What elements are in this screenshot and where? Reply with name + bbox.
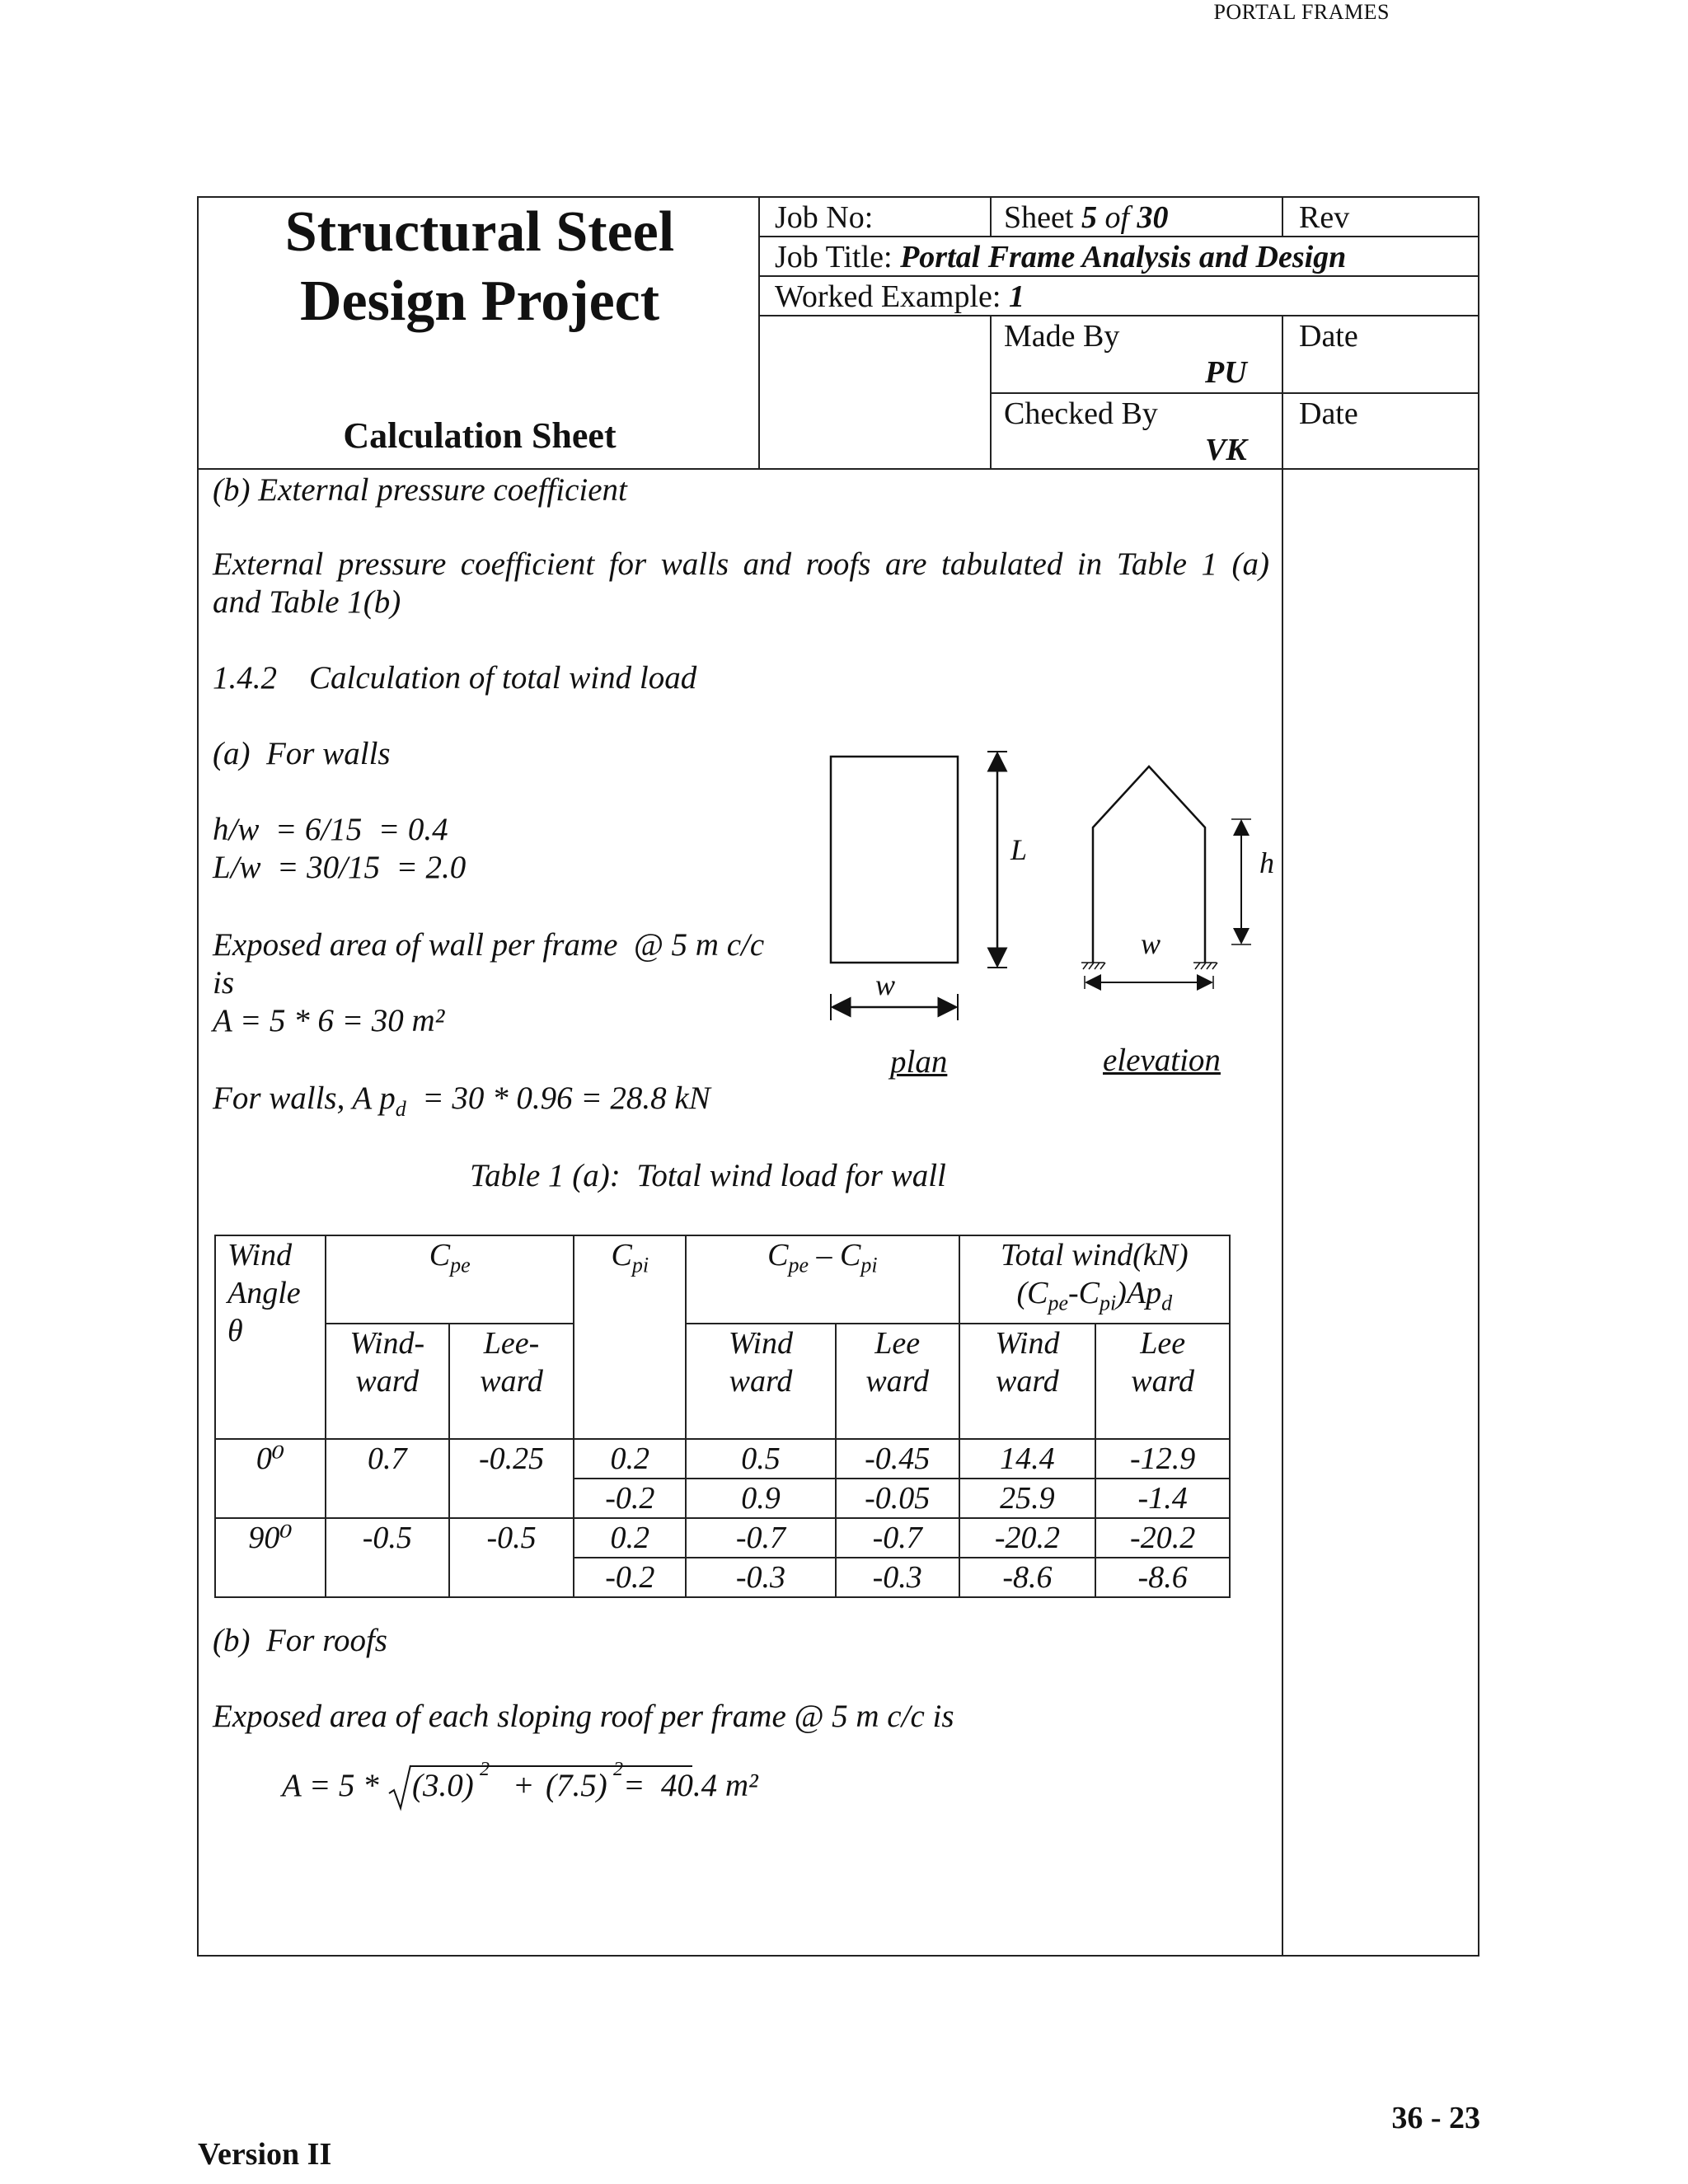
l-over-w: L/w = 30/15 = 2.0 xyxy=(213,850,467,885)
header-windward xyxy=(326,1324,449,1439)
title-divider-v3 xyxy=(1282,196,1283,236)
date-label-1: Date xyxy=(1299,319,1358,354)
worked-example-row xyxy=(775,279,1025,315)
plan-caption: plan xyxy=(890,1044,948,1080)
cpi-cell: 0.2 xyxy=(574,1518,686,1558)
table-row xyxy=(215,1518,1230,1558)
roof-area-equation xyxy=(282,1759,859,1813)
header-total-leeward-line1: Lee xyxy=(1140,1325,1186,1361)
header-total-leeward xyxy=(1095,1324,1230,1439)
total-windward-cell: 14.4 xyxy=(959,1439,1096,1479)
total-leeward-cell: -1.4 xyxy=(1095,1479,1230,1518)
job-title-row xyxy=(775,239,1346,275)
diff-windward-cell: -0.7 xyxy=(686,1518,836,1558)
title-row-line-3 xyxy=(758,315,1479,316)
date-label-2: Date xyxy=(1299,396,1358,431)
title-row-line-1 xyxy=(758,236,1479,237)
paragraph-1-line1: External pressure coefficient for walls and roofs are tabulated in Table 1 (a) xyxy=(213,546,1269,582)
frame-bottom xyxy=(197,1955,1479,1957)
cpe-leeward-cell: -0.25 xyxy=(449,1439,574,1518)
diff-leeward-cell: -0.3 xyxy=(836,1558,959,1597)
header-cpe-cpi: $C_{pe} - C_{pi}$ xyxy=(686,1235,959,1324)
exposed-area-line2: is xyxy=(213,965,235,1001)
header-total-wind-line1: Total wind(kN) xyxy=(1000,1238,1189,1272)
exposed-area-line1: Exposed area of wall per frame @ 5 m c/c xyxy=(213,927,765,963)
h-over-w: h/w = 6/15 = 0.4 xyxy=(213,812,448,847)
sheet-type: Calculation Sheet xyxy=(343,415,617,456)
area-equation: A = 5 * 6 = 30 m² xyxy=(213,1003,445,1038)
roof-eq-rhs: = 40.4 m² xyxy=(623,1768,758,1803)
cpe-windward-cell: 0.7 xyxy=(326,1439,449,1518)
cpi-cell: -0.2 xyxy=(574,1558,686,1597)
section-1-4-2-heading: 1.4.2 Calculation of total wind load xyxy=(213,660,697,696)
diff-windward-cell: 0.5 xyxy=(686,1439,836,1479)
made-by-label: Made By xyxy=(1004,319,1120,354)
sheet-number xyxy=(1004,199,1169,236)
w-elevation-label: w xyxy=(1141,927,1161,960)
angle-cell: 90⁰ xyxy=(215,1518,326,1597)
header-diff-leeward-line2: ward xyxy=(865,1363,930,1399)
header-leeward-line2: ward xyxy=(480,1363,543,1399)
header-diff-windward-line2: ward xyxy=(729,1363,793,1399)
h-label: h xyxy=(1259,846,1274,879)
sqrt-icon xyxy=(387,1764,412,1813)
sheet-total: 30 xyxy=(1137,200,1169,235)
header-wind-angle-line1: Wind xyxy=(227,1238,293,1272)
paragraph-1-line2: and Table 1(b) xyxy=(213,584,401,620)
plan-rectangle xyxy=(831,757,958,963)
plan-elevation-figure xyxy=(808,742,1319,1104)
walls-apd-suffix: = 30 * 0.96 = 28.8 kN xyxy=(406,1080,710,1116)
job-title-label: Job Title: xyxy=(775,240,893,274)
total-windward-cell: -8.6 xyxy=(959,1558,1096,1597)
diff-leeward-cell: -0.7 xyxy=(836,1518,959,1558)
roof-eq-b: (7.5) xyxy=(546,1768,607,1803)
frame-left xyxy=(197,196,199,1957)
walls-heading: (a) For walls xyxy=(213,736,391,771)
header-cpe: $C_{pe}$ xyxy=(326,1235,574,1324)
cpi-cell: 0.2 xyxy=(574,1439,686,1479)
header-total-windward-line2: ward xyxy=(996,1363,1059,1399)
right-support-hatch xyxy=(1193,963,1217,969)
header-diff-leeward xyxy=(836,1324,959,1439)
header-total-wind-line2: $(C_{pe}-C_{pi})Ap_d$ xyxy=(1016,1276,1173,1315)
roofs-heading: (b) For roofs xyxy=(213,1623,387,1658)
roof-eq-sq-a: 2 xyxy=(480,1759,490,1780)
total-leeward-cell: -8.6 xyxy=(1095,1558,1230,1597)
job-no-label: Job No: xyxy=(775,200,874,235)
elevation-caption: elevation xyxy=(1103,1043,1221,1078)
total-leeward-cell: -12.9 xyxy=(1095,1439,1230,1479)
roof-eq-plus: + xyxy=(513,1768,535,1803)
roof-eq-lhs: A = 5 * xyxy=(282,1768,379,1803)
header-diff-windward-line1: Wind xyxy=(728,1325,794,1361)
version-label: Version II xyxy=(198,2137,332,2172)
section-b-heading: (b) External pressure coefficient xyxy=(213,472,627,508)
table-row xyxy=(215,1439,1230,1479)
page-number: 36 - 23 xyxy=(1391,2101,1480,2135)
checked-by-value: VK xyxy=(1205,433,1247,467)
header-cpi: $C_{pi}$ xyxy=(574,1235,686,1439)
header-diff-windward xyxy=(686,1324,836,1439)
header-windward-line1: Wind- xyxy=(349,1325,425,1361)
worked-example-label: Worked Example: xyxy=(775,279,1001,314)
table-caption: Table 1 (a): Total wind load for wall xyxy=(470,1158,946,1193)
title-divider-v5 xyxy=(1282,315,1283,1957)
walls-apd-equation xyxy=(213,1080,710,1122)
roof-eq-a: (3.0) xyxy=(412,1768,474,1803)
made-by-value: PU xyxy=(1205,355,1247,390)
header-total-windward xyxy=(959,1324,1096,1439)
project-title-line1: Structural Steel xyxy=(284,200,675,264)
cpe-leeward-cell: -0.5 xyxy=(449,1518,574,1597)
job-title: Portal Frame Analysis and Design xyxy=(900,240,1347,274)
header-leeward-line1: Lee- xyxy=(483,1325,540,1361)
header-total-windward-line1: Wind xyxy=(995,1325,1060,1361)
wind-load-table xyxy=(214,1235,1231,1598)
w-plan-label: w xyxy=(875,968,896,1001)
diff-leeward-cell: -0.45 xyxy=(836,1439,959,1479)
rev-label: Rev xyxy=(1299,200,1350,235)
total-leeward-cell: -20.2 xyxy=(1095,1518,1230,1558)
project-title-line2: Design Project xyxy=(299,269,660,333)
header-total-wind xyxy=(959,1235,1230,1324)
walls-apd-prefix: For walls, A p xyxy=(213,1080,396,1116)
l-label: L xyxy=(1010,833,1028,866)
total-windward-cell: 25.9 xyxy=(959,1479,1096,1518)
frame-right xyxy=(1478,196,1479,1957)
angle-cell: 0⁰ xyxy=(215,1439,326,1518)
left-support-hatch xyxy=(1081,963,1105,969)
header-total-leeward-line2: ward xyxy=(1131,1363,1194,1399)
sheet-number-value: 5 xyxy=(1081,200,1097,235)
roof-exposed-area: Exposed area of each sloping roof per frame @ 5 m c/c is xyxy=(213,1699,954,1734)
roof-eq-sq-b: 2 xyxy=(613,1759,623,1780)
diff-windward-cell: -0.3 xyxy=(686,1558,836,1597)
total-windward-cell: -20.2 xyxy=(959,1518,1096,1558)
sheet-label: Sheet xyxy=(1004,200,1074,235)
running-header: PORTAL FRAMES xyxy=(1213,0,1390,24)
title-row-line-2 xyxy=(758,275,1479,277)
header-wind-angle xyxy=(215,1235,326,1439)
header-wind-angle-line3: θ xyxy=(227,1314,243,1348)
header-leeward xyxy=(449,1324,574,1439)
title-block-bottom xyxy=(197,468,1479,470)
sheet-of: of xyxy=(1104,200,1129,235)
cpe-windward-cell: -0.5 xyxy=(326,1518,449,1597)
title-row-line-4 xyxy=(990,392,1479,394)
walls-apd-sub: d xyxy=(395,1096,406,1121)
worked-example: 1 xyxy=(1008,279,1025,314)
header-windward-line2: ward xyxy=(355,1363,420,1399)
header-diff-leeward-line1: Lee xyxy=(874,1325,921,1361)
cpi-cell: -0.2 xyxy=(574,1479,686,1518)
diff-leeward-cell: -0.05 xyxy=(836,1479,959,1518)
diff-windward-cell: 0.9 xyxy=(686,1479,836,1518)
title-divider-v2 xyxy=(990,196,992,236)
checked-by-label: Checked By xyxy=(1004,396,1158,431)
header-wind-angle-line2: Angle xyxy=(227,1276,301,1310)
